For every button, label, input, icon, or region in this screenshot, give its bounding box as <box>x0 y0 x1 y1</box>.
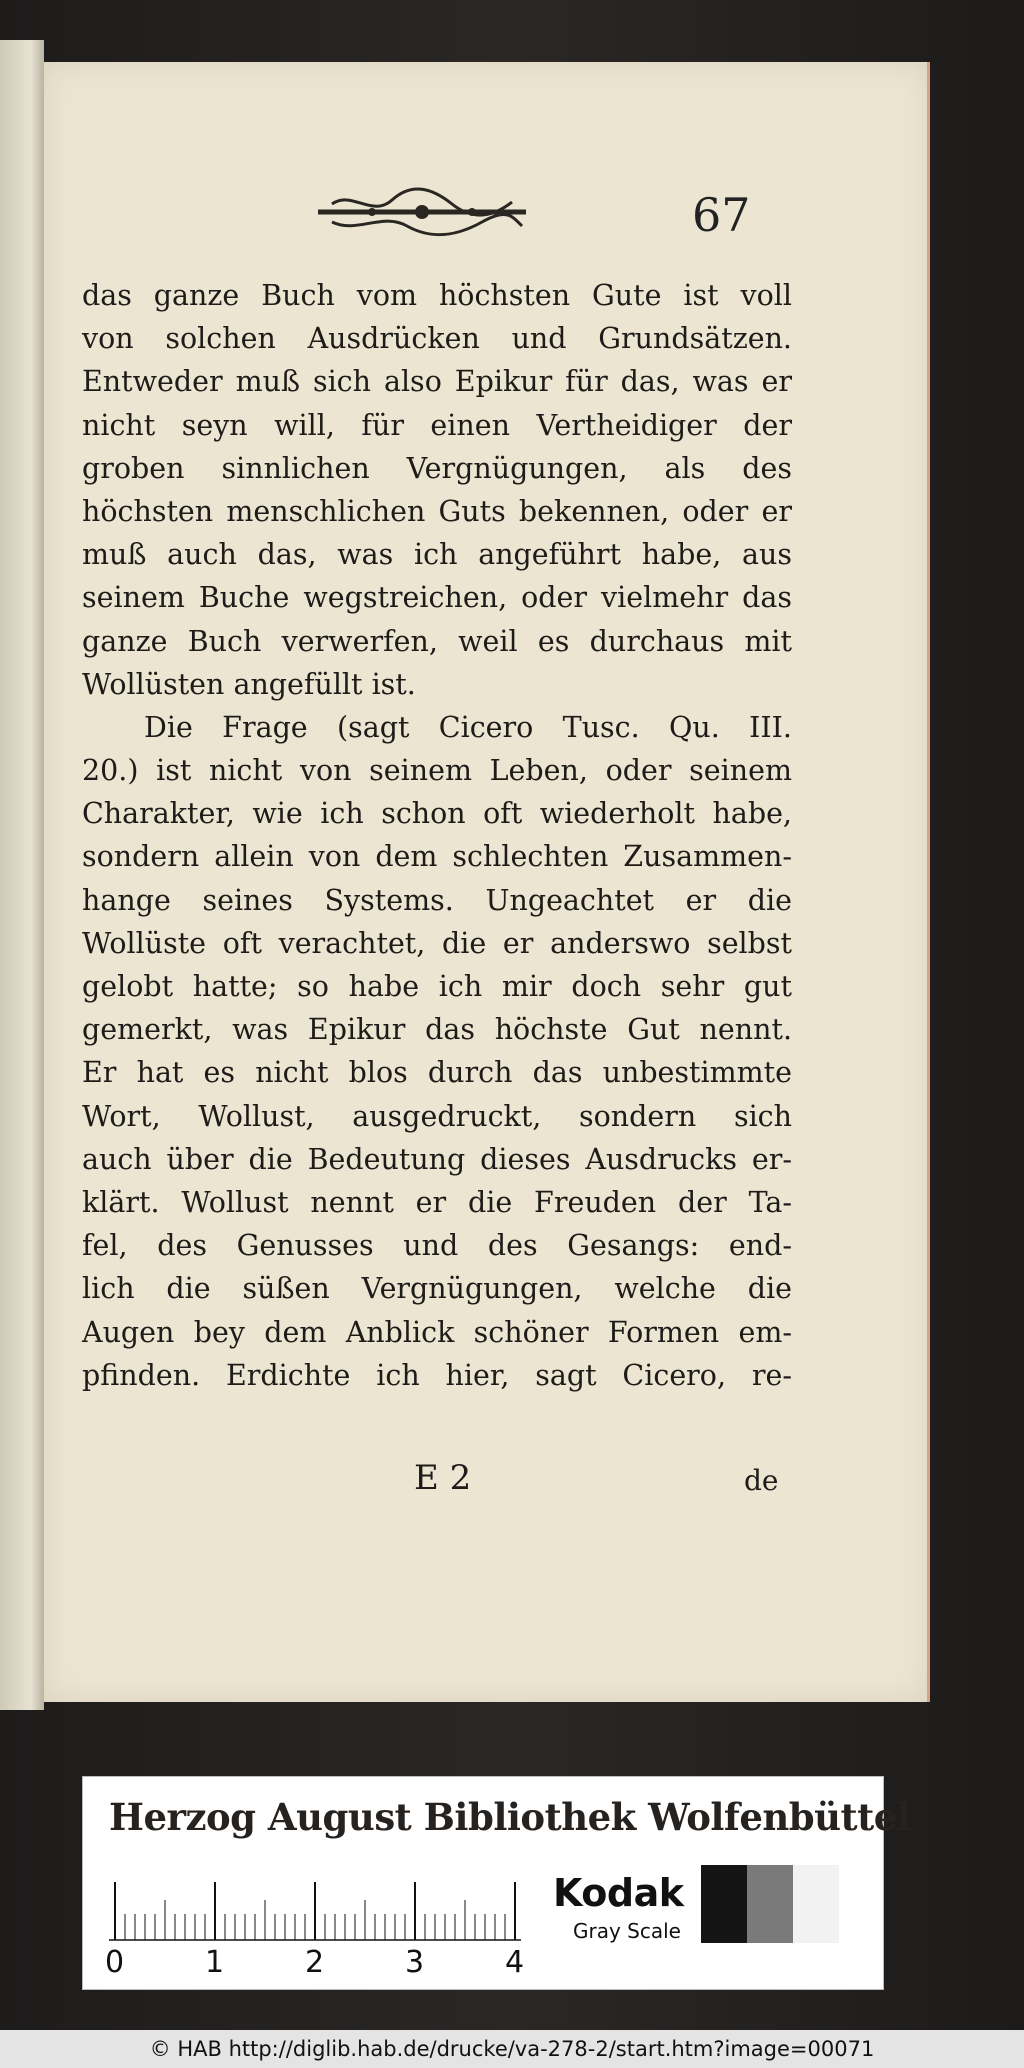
text-line: muß auch das, was ich angeführt habe, aus <box>82 538 792 572</box>
text-line: pfinden. Erdichte ich hier, sagt Cicero, re- <box>82 1358 792 1392</box>
signature-mark: E 2 <box>414 1458 472 1498</box>
swatch-black <box>701 1865 747 1943</box>
gray-scale-label: Gray Scale <box>573 1919 681 1943</box>
header-ornament-icon <box>312 182 532 242</box>
ruler-number: 2 <box>305 1945 325 1980</box>
text-line: Entweder muß sich also Epikur für das, was er <box>82 365 792 399</box>
catchword: de <box>744 1464 779 1497</box>
text-line: sondern allein von dem schlechten Zusammen- <box>82 840 792 874</box>
scale-ruler-icon <box>109 1881 521 1941</box>
text-line: lich die süßen Vergnügungen, welche die <box>82 1272 792 1306</box>
text-line: Wollüste oft verachtet, die er anderswo selbst <box>82 926 792 960</box>
swatch-white <box>793 1865 839 1943</box>
text-line: das ganze Buch vom höchsten Gute ist voll <box>82 279 792 312</box>
text-line: nicht seyn will, für einen Vertheidiger der <box>82 408 792 442</box>
text-line: groben sinnlichen Vergnügungen, als des <box>82 451 792 485</box>
facing-page-edge <box>0 40 44 1710</box>
text-line: ganze Buch verwerfen, weil es durchaus mit <box>82 624 792 658</box>
text-line: höchsten menschlichen Guts bekennen, oder er <box>82 494 792 528</box>
text-line: 20.) ist nicht von seinem Leben, oder seinem <box>82 754 792 788</box>
ruler-number: 3 <box>405 1945 425 1980</box>
ruler-number: 1 <box>205 1945 225 1980</box>
text-line: Die Frage (sagt Cicero Tusc. Qu. III. <box>144 710 792 744</box>
text-line: fel, des Genusses und des Gesangs: end- <box>82 1229 792 1263</box>
text-line: Wort, Wollust, ausgedruckt, sondern sich <box>82 1099 792 1133</box>
text-line: gelobt hatte; so habe ich mir doch sehr gut <box>82 970 792 1003</box>
page-number: 67 <box>692 188 751 242</box>
swatch-gray <box>747 1865 793 1943</box>
body-text <box>82 274 792 1397</box>
library-title: Herzog August Bibliothek Wolfenbüttel <box>109 1795 911 1839</box>
text-line: auch über die Bedeutung dieses Ausdrucks er- <box>82 1142 792 1176</box>
ruler-number: 4 <box>505 1945 525 1980</box>
text-line: hange seines Systems. Ungeachtet er die <box>82 883 792 917</box>
gray-swatches <box>701 1865 839 1943</box>
color-reference-card <box>82 1776 911 1990</box>
ruler-number: 0 <box>105 1945 125 1980</box>
text-line: von solchen Ausdrücken und Grundsätzen. <box>82 322 792 356</box>
text-line: gemerkt, was Epikur das höchste Gut nennt. <box>82 1013 792 1047</box>
text-line: Charakter, wie ich schon oft wiederholt habe, <box>82 797 792 831</box>
text-line: Augen bey dem Anblick schöner Formen em- <box>82 1315 792 1349</box>
kodak-logo: Kodak <box>553 1871 684 1915</box>
book-page <box>44 62 930 1702</box>
text-line: Wollüsten angefüllt ist. <box>82 667 416 701</box>
copyright-footer: © HAB http://diglib.hab.de/drucke/va-278-2/start.htm?image=00071 <box>0 2030 1024 2068</box>
text-line: seinem Buche wegstreichen, oder vielmehr das <box>82 581 792 615</box>
text-line: Er hat es nicht blos durch das unbestimmte <box>82 1056 792 1090</box>
text-line: klärt. Wollust nennt er die Freuden der Ta- <box>82 1185 792 1219</box>
